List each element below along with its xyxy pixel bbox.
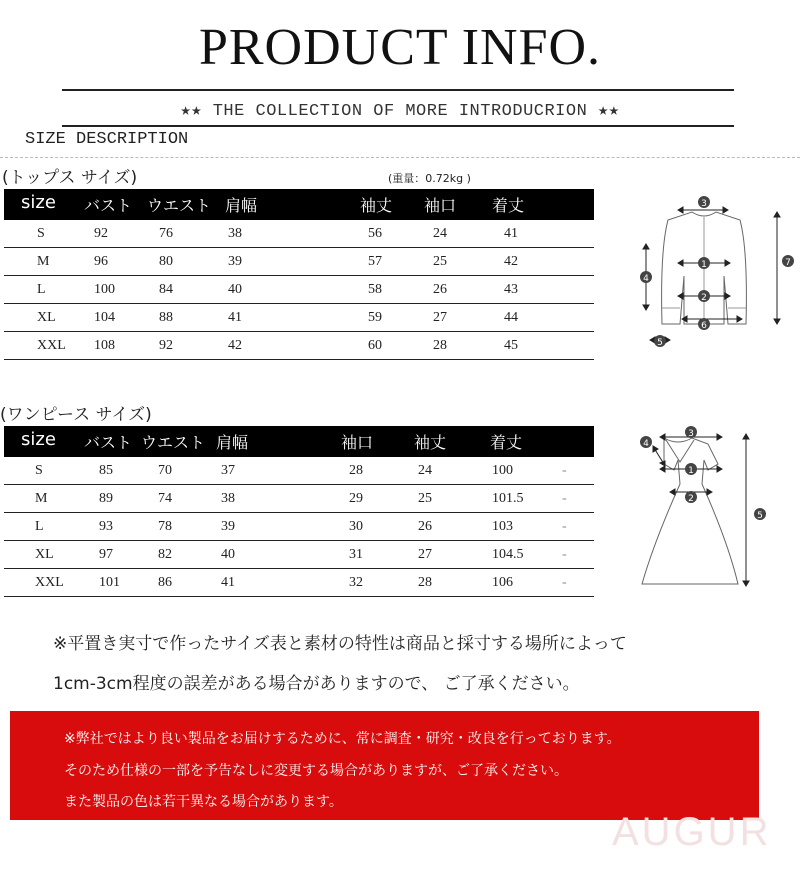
table-body xyxy=(4,220,594,360)
diagram-marker: 5 xyxy=(757,511,763,521)
table-cell: 42 xyxy=(504,254,518,269)
table-cell: S xyxy=(37,226,45,241)
table-cell: 92 xyxy=(94,226,108,241)
table-cell: 76 xyxy=(159,226,173,241)
table-cell: 39 xyxy=(228,254,242,269)
table-cell: 26 xyxy=(418,519,432,534)
table-cell: M xyxy=(37,254,50,269)
table-cell: 96 xyxy=(94,254,108,269)
table-cell: 56 xyxy=(368,226,382,241)
column-header: 着丈 xyxy=(490,433,523,452)
table-cell: 25 xyxy=(433,254,447,269)
table-row xyxy=(4,513,594,541)
diagram-marker: 6 xyxy=(701,321,707,331)
column-header: ウエスト xyxy=(141,433,206,452)
table-cell: 101 xyxy=(99,575,120,590)
table-cell: 28 xyxy=(433,338,447,353)
table-cell: 41 xyxy=(504,226,518,241)
table-row xyxy=(4,276,594,304)
table-cell: - xyxy=(562,547,567,562)
table-cell: 24 xyxy=(418,463,432,478)
table-cell: 28 xyxy=(349,463,363,478)
table-cell: 93 xyxy=(99,519,113,534)
table-cell: 25 xyxy=(418,491,432,506)
table-row xyxy=(4,569,594,597)
table-cell: 45 xyxy=(504,338,518,353)
subtitle-divider xyxy=(62,125,734,127)
diagram-marker: 2 xyxy=(688,494,694,504)
table-row xyxy=(4,332,594,360)
column-header: size xyxy=(21,429,56,450)
table-cell: 58 xyxy=(368,282,382,297)
table-row xyxy=(4,248,594,276)
column-header: 袖口 xyxy=(341,433,374,452)
column-header: バスト xyxy=(84,433,133,452)
table-cell: 86 xyxy=(158,575,172,590)
weight-label: (重量：0.72kg ) xyxy=(388,172,471,185)
table-cell: 108 xyxy=(94,338,115,353)
column-header: 袖口 xyxy=(424,196,457,215)
section-heading: SIZE DESCRIPTION xyxy=(25,130,189,149)
diagram-marker: 4 xyxy=(643,439,649,449)
table-cell: 80 xyxy=(159,254,173,269)
column-header: 肩幅 xyxy=(216,433,249,452)
table-cell: 27 xyxy=(433,310,447,325)
table-cell: 74 xyxy=(158,491,172,506)
table-cell: 88 xyxy=(159,310,173,325)
table-cell: 42 xyxy=(228,338,242,353)
table-cell: 103 xyxy=(492,519,513,534)
table-cell: 85 xyxy=(99,463,113,478)
measurement-note-line1: ※平置き実寸で作ったサイズ表と素材の特性は商品と採寸する場所によって xyxy=(53,634,627,654)
table-cell: M xyxy=(35,491,48,506)
dashed-divider xyxy=(0,157,800,158)
table-row xyxy=(4,304,594,332)
table-cell: 59 xyxy=(368,310,382,325)
table-cell: 78 xyxy=(158,519,172,534)
notice-line: また製品の色は若干異なる場合があります。 xyxy=(64,794,343,810)
table-cell: 41 xyxy=(221,575,235,590)
table-cell: 84 xyxy=(159,282,173,297)
dress-size-table xyxy=(4,426,594,597)
table-cell: 89 xyxy=(99,491,113,506)
column-header: size xyxy=(21,192,56,213)
table-cell: 30 xyxy=(349,519,363,534)
column-header: 袖丈 xyxy=(414,433,447,452)
diagram-marker: 7 xyxy=(785,258,791,268)
table-cell: 27 xyxy=(418,547,432,562)
table-cell: 38 xyxy=(228,226,242,241)
column-header: 着丈 xyxy=(492,196,525,215)
table-cell: 38 xyxy=(221,491,235,506)
diagram-marker: 3 xyxy=(688,429,694,439)
table-cell: 26 xyxy=(433,282,447,297)
table-cell: 40 xyxy=(221,547,235,562)
table-cell: 29 xyxy=(349,491,363,506)
dress-diagram xyxy=(632,422,800,592)
table-cell: L xyxy=(37,282,46,297)
table-cell: 70 xyxy=(158,463,172,478)
table-cell: 101.5 xyxy=(492,491,524,506)
diagram-marker: 1 xyxy=(701,260,707,270)
table-cell: 57 xyxy=(368,254,382,269)
diagram-marker: 3 xyxy=(701,199,707,209)
table-cell: - xyxy=(562,575,567,590)
table-cell: 97 xyxy=(99,547,113,562)
notice-box xyxy=(10,711,759,820)
table-cell: 82 xyxy=(158,547,172,562)
brand-watermark: AUGUR xyxy=(612,810,772,854)
table-row xyxy=(4,485,594,513)
diagram-marker: 5 xyxy=(657,338,663,348)
table-cell: 43 xyxy=(504,282,518,297)
table-cell: 106 xyxy=(492,575,513,590)
table-cell: 104 xyxy=(94,310,115,325)
table-cell: 31 xyxy=(349,547,363,562)
notice-line: ※弊社ではより良い製品をお届けするために、常に調査・研究・改良を行っております。 xyxy=(64,731,621,747)
table-cell: 60 xyxy=(368,338,382,353)
column-header: バスト xyxy=(84,196,133,215)
table-header xyxy=(4,426,594,457)
diagram-marker: 4 xyxy=(643,274,649,284)
table-cell: XL xyxy=(35,547,54,562)
tops-section-label: (トップス サイズ) xyxy=(2,168,138,188)
dress-section-label: (ワンピース サイズ) xyxy=(0,405,152,425)
measurement-note-line2: 1cm-3cm程度の誤差がある場合がありますので、 ご了承ください。 xyxy=(53,674,580,694)
page-subtitle: ★★ THE COLLECTION OF MORE INTRODUCRION ★★ xyxy=(180,102,620,121)
column-header: ウエスト xyxy=(147,196,212,215)
table-body xyxy=(4,457,594,597)
table-cell: 24 xyxy=(433,226,447,241)
table-cell: 41 xyxy=(228,310,242,325)
jacket-diagram xyxy=(632,190,800,360)
table-row xyxy=(4,541,594,569)
page-title: PRODUCT INFO. xyxy=(198,19,602,76)
table-cell: 104.5 xyxy=(492,547,524,562)
title-divider xyxy=(62,89,734,91)
table-cell: - xyxy=(562,463,567,478)
table-header xyxy=(4,189,594,220)
table-cell: 32 xyxy=(349,575,363,590)
column-header: 袖丈 xyxy=(360,196,393,215)
table-cell: - xyxy=(562,491,567,506)
table-row xyxy=(4,457,594,485)
table-cell: XL xyxy=(37,310,56,325)
table-row xyxy=(4,220,594,248)
table-cell: 44 xyxy=(504,310,518,325)
table-cell: XXL xyxy=(37,338,66,353)
notice-line: そのため仕様の一部を予告なしに変更する場合がありますが、ご了承ください。 xyxy=(64,763,568,779)
table-cell: - xyxy=(562,519,567,534)
table-cell: 100 xyxy=(492,463,513,478)
table-cell: XXL xyxy=(35,575,64,590)
diagram-marker: 2 xyxy=(701,293,707,303)
tops-size-table xyxy=(4,189,594,360)
table-cell: 40 xyxy=(228,282,242,297)
table-cell: 28 xyxy=(418,575,432,590)
table-cell: 92 xyxy=(159,338,173,353)
table-cell: 39 xyxy=(221,519,235,534)
diagram-marker: 1 xyxy=(688,466,694,476)
table-cell: L xyxy=(35,519,44,534)
table-cell: 37 xyxy=(221,463,235,478)
column-header: 肩幅 xyxy=(225,196,258,215)
table-cell: S xyxy=(35,463,43,478)
table-cell: 100 xyxy=(94,282,115,297)
